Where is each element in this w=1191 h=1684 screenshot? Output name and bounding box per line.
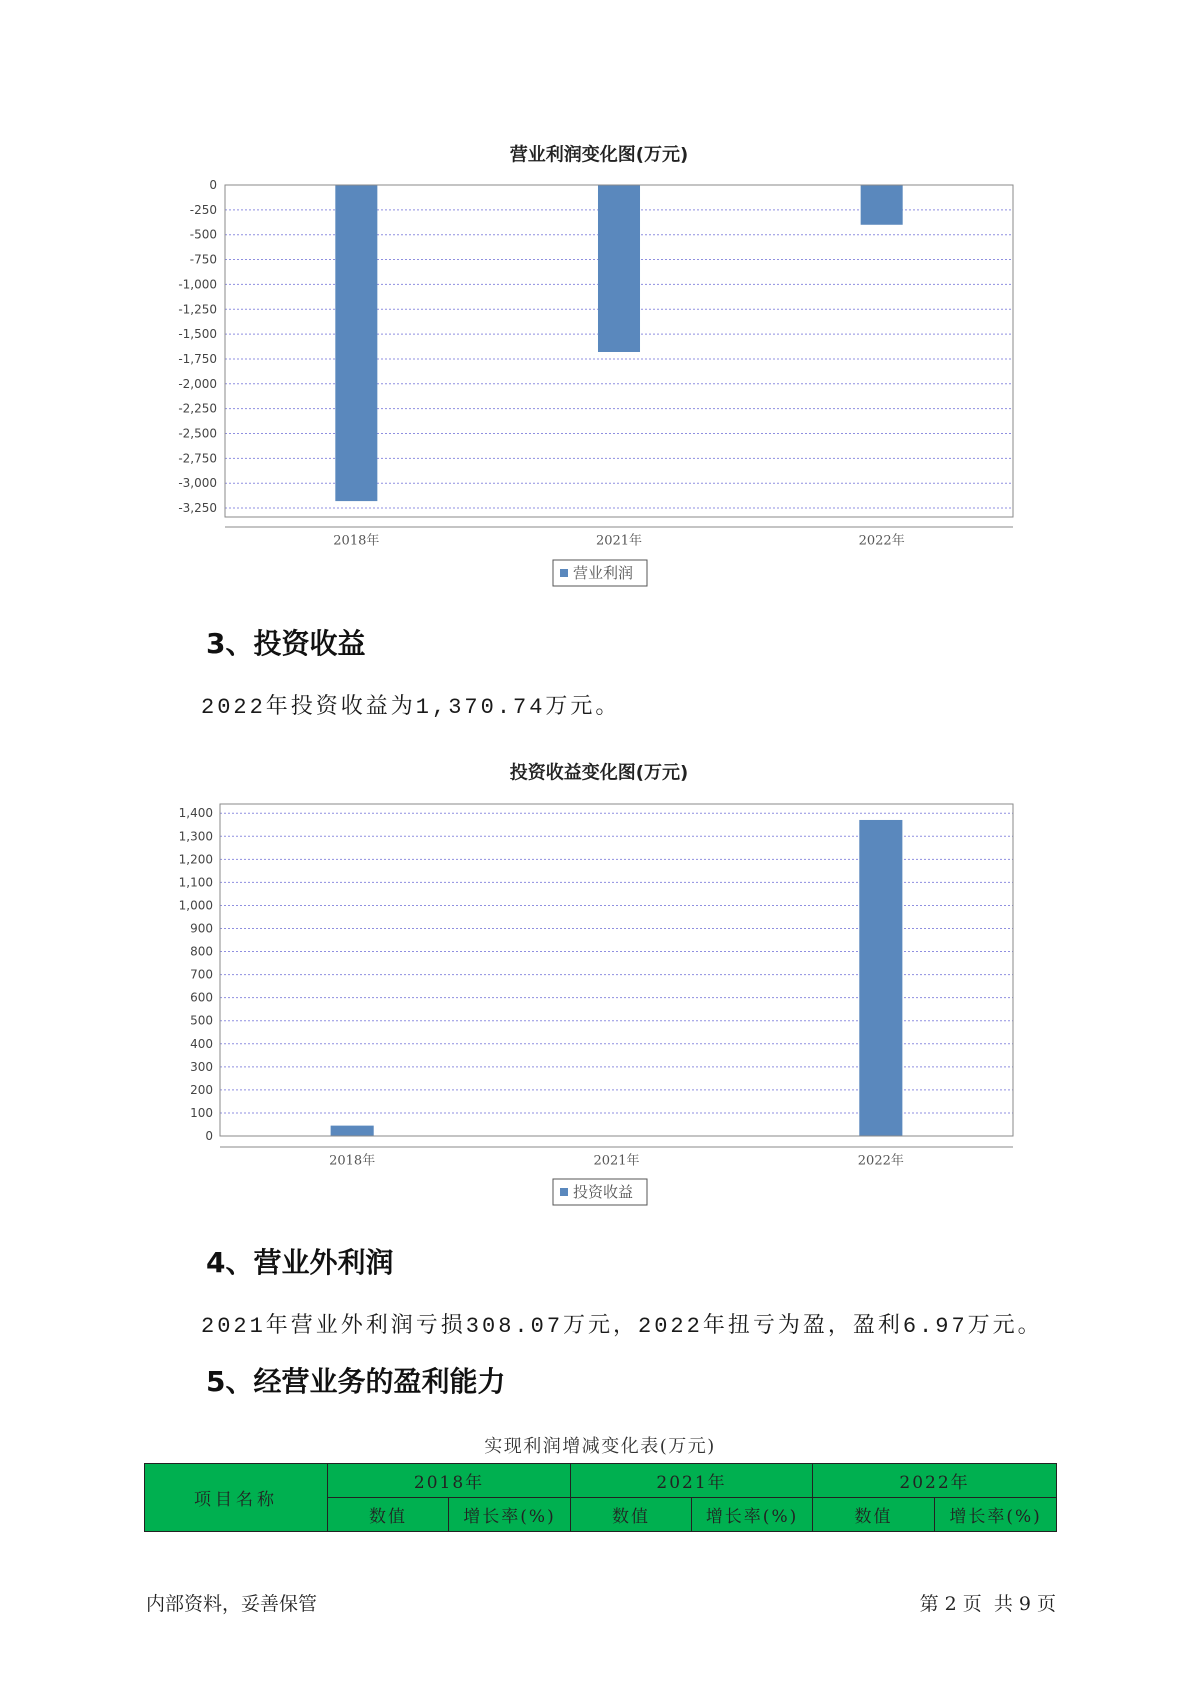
- x-tick-label: 2022年: [857, 1153, 904, 1169]
- x-axis-labels: [329, 1153, 904, 1169]
- y-tick-label: 1,200: [178, 852, 213, 867]
- x-tick-label: 2021年: [595, 533, 643, 549]
- y-tick-label: 500: [190, 1013, 213, 1028]
- y-tick-label: 900: [190, 921, 213, 936]
- y-tick-label: 0: [205, 1129, 213, 1143]
- legend: [553, 560, 647, 586]
- y-tick-label: 1,100: [178, 875, 213, 890]
- y-tick-label: -2,500: [178, 426, 217, 441]
- y-tick-label: -2,000: [178, 376, 217, 391]
- bars: [331, 820, 903, 1136]
- header-year-2021: 2021年: [571, 1464, 813, 1498]
- header-year-2022: 2022年: [813, 1464, 1057, 1498]
- y-tick-label: -2,250: [178, 401, 217, 416]
- y-tick-label: -1,250: [178, 302, 217, 317]
- header-2021-value: 数值: [571, 1498, 692, 1532]
- legend-label: 营业利润: [573, 564, 634, 582]
- x-tick-label: 2018年: [329, 1153, 376, 1169]
- y-tick-label: 300: [190, 1059, 213, 1074]
- y-tick-label: -1,750: [178, 351, 217, 366]
- table-header-row: [145, 1464, 1057, 1498]
- y-tick-label: -250: [189, 202, 217, 217]
- x-tick-label: 2021年: [593, 1153, 640, 1169]
- y-tick-label: 400: [190, 1036, 213, 1051]
- footer-page-number: 第 2 页 共 9 页: [919, 1593, 1056, 1615]
- y-axis-labels: [178, 178, 217, 515]
- header-2018-growth-rate: 增长率(%): [449, 1498, 571, 1532]
- y-tick-label: 200: [190, 1082, 213, 1097]
- section-5-heading: 5、经营业务的盈利能力: [206, 1365, 506, 1398]
- y-tick-label: 0: [209, 178, 217, 192]
- legend-swatch: [560, 569, 568, 577]
- bar-2022: [861, 185, 903, 225]
- y-tick-label: 1,300: [178, 829, 213, 844]
- y-tick-label: -2,750: [178, 451, 217, 466]
- section-3-text: 2022年投资收益为1,370.74万元。: [201, 695, 621, 720]
- section-4-heading: 4、营业外利润: [206, 1246, 394, 1279]
- header-2022-value: 数值: [813, 1498, 935, 1532]
- profit-change-table: [144, 1463, 1057, 1532]
- y-tick-label: -3,250: [178, 501, 217, 516]
- bars: [335, 185, 902, 501]
- legend-swatch: [560, 1188, 568, 1196]
- header-2021-growth-rate: 增长率(%): [692, 1498, 813, 1532]
- y-tick-label: -3,000: [178, 476, 217, 491]
- x-axis-labels: [333, 533, 904, 549]
- y-tick-label: 800: [190, 944, 213, 959]
- y-tick-label: -1,000: [178, 277, 217, 292]
- bar-2021: [598, 185, 640, 352]
- bar-2018: [335, 185, 377, 501]
- table-title: 实现利润增减变化表(万元): [484, 1436, 716, 1457]
- bar-2018: [331, 1126, 374, 1136]
- section-3-heading: 3、投资收益: [206, 627, 366, 660]
- chart-title: 投资收益变化图(万元): [509, 762, 689, 784]
- legend-label: 投资收益: [573, 1183, 634, 1201]
- y-tick-label: 100: [190, 1105, 213, 1120]
- y-tick-label: -500: [189, 227, 217, 242]
- header-year-2018: 2018年: [328, 1464, 571, 1498]
- x-tick-label: 2018年: [333, 533, 380, 549]
- x-tick-label: 2022年: [858, 533, 905, 549]
- header-2022-growth-rate: 增长率(%): [935, 1498, 1057, 1532]
- legend: [553, 1179, 647, 1205]
- y-tick-label: 1,400: [178, 806, 213, 821]
- header-item-name: 项目名称: [145, 1464, 328, 1532]
- section-4-text: 2021年营业外利润亏损308.07万元，2022年扭亏为盈，盈利6.97万元。: [201, 1314, 1043, 1339]
- operating-profit-chart: [0, 130, 1191, 600]
- y-tick-label: 1,000: [178, 898, 213, 913]
- bar-2022: [859, 820, 902, 1136]
- y-tick-label: 700: [190, 967, 213, 982]
- chart-title: 营业利润变化图(万元): [509, 144, 689, 166]
- header-2018-value: 数值: [328, 1498, 449, 1532]
- y-tick-label: 600: [190, 990, 213, 1005]
- y-axis-labels: [179, 806, 213, 1143]
- footer-confidential-note: 内部资料，妥善保管: [146, 1593, 318, 1615]
- y-tick-label: -750: [189, 252, 217, 267]
- investment-income-chart: [0, 750, 1191, 1220]
- y-tick-label: -1,500: [178, 327, 217, 342]
